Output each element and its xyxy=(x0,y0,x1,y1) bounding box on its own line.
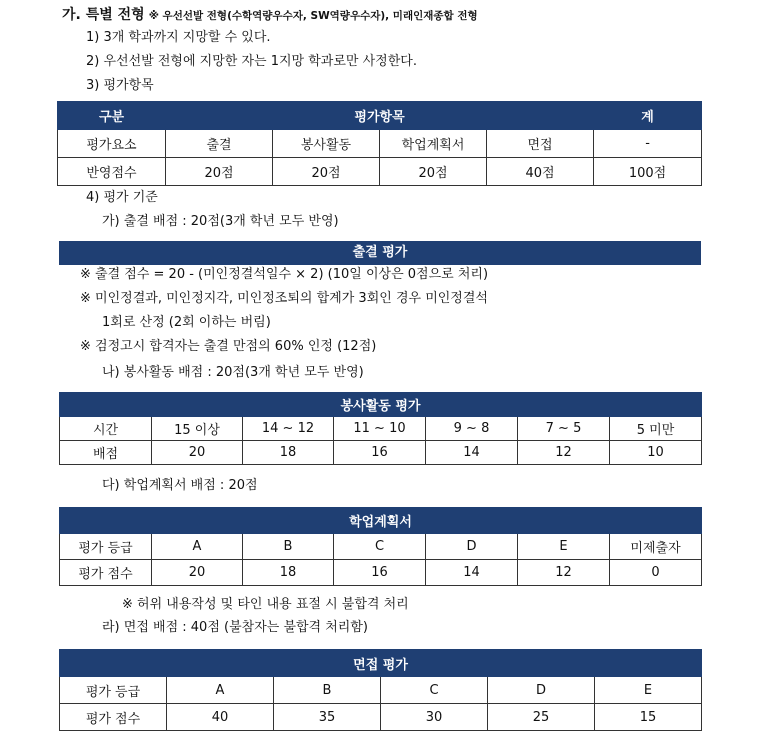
cell: C xyxy=(334,534,426,560)
cell: 배점 xyxy=(60,441,152,465)
cell: 30 xyxy=(381,704,488,731)
cell: B xyxy=(274,677,381,704)
cell: A xyxy=(152,534,243,560)
cell: 14 ~ 12 xyxy=(243,417,334,441)
cell: 봉사활동 xyxy=(273,130,380,158)
cell: 15 이상 xyxy=(152,417,243,441)
cell: 20 xyxy=(152,560,243,586)
cell: 평가 등급 xyxy=(60,534,152,560)
cell: 반영점수 xyxy=(58,158,166,186)
plan-bar: 학업계획서 xyxy=(60,508,702,534)
cell: 20점 xyxy=(166,158,273,186)
cell: 학업계획서 xyxy=(380,130,487,158)
cell: 5 미만 xyxy=(610,417,702,441)
attendance-note-2: ※ 미인정결과, 미인정지각, 미인정조퇴의 합계가 3회인 경우 미인정결석 xyxy=(80,291,488,306)
cell: 20점 xyxy=(273,158,380,186)
cell: 0 xyxy=(610,560,702,586)
cell: B xyxy=(243,534,334,560)
plan-note: ※ 허위 내용작성 및 타인 내용 표절 시 불합격 처리 xyxy=(122,597,409,612)
cell: 35 xyxy=(274,704,381,731)
attendance-note-4: ※ 검정고시 합격자는 출결 만점의 60% 인정 (12점) xyxy=(80,339,377,354)
cell: - xyxy=(594,130,702,158)
header-category: 구분 xyxy=(58,102,166,130)
plan-label: 다) 학업계획서 배점 : 20점 xyxy=(102,478,258,493)
interview-table xyxy=(59,649,702,731)
header-total: 계 xyxy=(594,102,702,130)
attendance-note-1: ※ 출결 점수 = 20 - (미인정결석일수 × 2) (10일 이상은 0점으로 처리) xyxy=(80,267,489,282)
cell: 면접 xyxy=(487,130,594,158)
header-items: 평가항목 xyxy=(166,102,594,130)
cell: 7 ~ 5 xyxy=(518,417,610,441)
attendance-note-3: 1회로 산정 (2회 이하는 버림) xyxy=(102,315,271,330)
cell: E xyxy=(518,534,610,560)
cell: 출결 xyxy=(166,130,273,158)
cell: C xyxy=(381,677,488,704)
cell: 25 xyxy=(488,704,595,731)
cell: 20점 xyxy=(380,158,487,186)
cell: 평가 점수 xyxy=(60,704,167,731)
intro-line-2: 2) 우선선발 전형에 지망한 자는 1지망 학과로만 사정한다. xyxy=(86,54,417,69)
cell: 16 xyxy=(334,441,426,465)
evaluation-items-table xyxy=(57,101,702,186)
cell: 18 xyxy=(243,441,334,465)
attendance-bar: 출결 평가 xyxy=(59,241,701,265)
attendance-label: 가) 출결 배점 : 20점(3개 학년 모두 반영) xyxy=(102,214,339,229)
cell: 평가요소 xyxy=(58,130,166,158)
cell: 시간 xyxy=(60,417,152,441)
section-title xyxy=(62,6,478,25)
cell: 12 xyxy=(518,441,610,465)
cell: 9 ~ 8 xyxy=(426,417,518,441)
cell: 12 xyxy=(518,560,610,586)
section-title-main: 가. 특별 전형 xyxy=(62,7,145,23)
cell: E xyxy=(595,677,702,704)
cell: 15 xyxy=(595,704,702,731)
intro-line-3: 3) 평가항목 xyxy=(86,78,154,93)
interview-label: 라) 면접 배점 : 40점 (불참자는 불합격 처리함) xyxy=(102,620,368,635)
cell: D xyxy=(426,534,518,560)
cell: 16 xyxy=(334,560,426,586)
intro-line-1: 1) 3개 학과까지 지망할 수 있다. xyxy=(86,30,271,45)
cell: 미제출자 xyxy=(610,534,702,560)
cell: 평가 등급 xyxy=(60,677,167,704)
interview-bar: 면접 평가 xyxy=(60,650,702,677)
cell: 14 xyxy=(426,560,518,586)
study-plan-table xyxy=(59,507,702,586)
cell: 100점 xyxy=(594,158,702,186)
volunteer-table xyxy=(59,392,702,465)
cell: 14 xyxy=(426,441,518,465)
volunteer-label: 나) 봉사활동 배점 : 20점(3개 학년 모두 반영) xyxy=(102,365,364,380)
criteria-heading: 4) 평가 기준 xyxy=(86,190,158,205)
cell: 11 ~ 10 xyxy=(334,417,426,441)
cell: D xyxy=(488,677,595,704)
cell: 10 xyxy=(610,441,702,465)
cell: 40 xyxy=(167,704,274,731)
cell: 평가 점수 xyxy=(60,560,152,586)
cell: 40점 xyxy=(487,158,594,186)
volunteer-bar: 봉사활동 평가 xyxy=(60,393,702,417)
section-title-sub: ※ 우선선발 전형(수학역량우수자, SW역량우수자), 미래인재종합 전형 xyxy=(148,10,478,22)
cell: A xyxy=(167,677,274,704)
cell: 20 xyxy=(152,441,243,465)
cell: 18 xyxy=(243,560,334,586)
